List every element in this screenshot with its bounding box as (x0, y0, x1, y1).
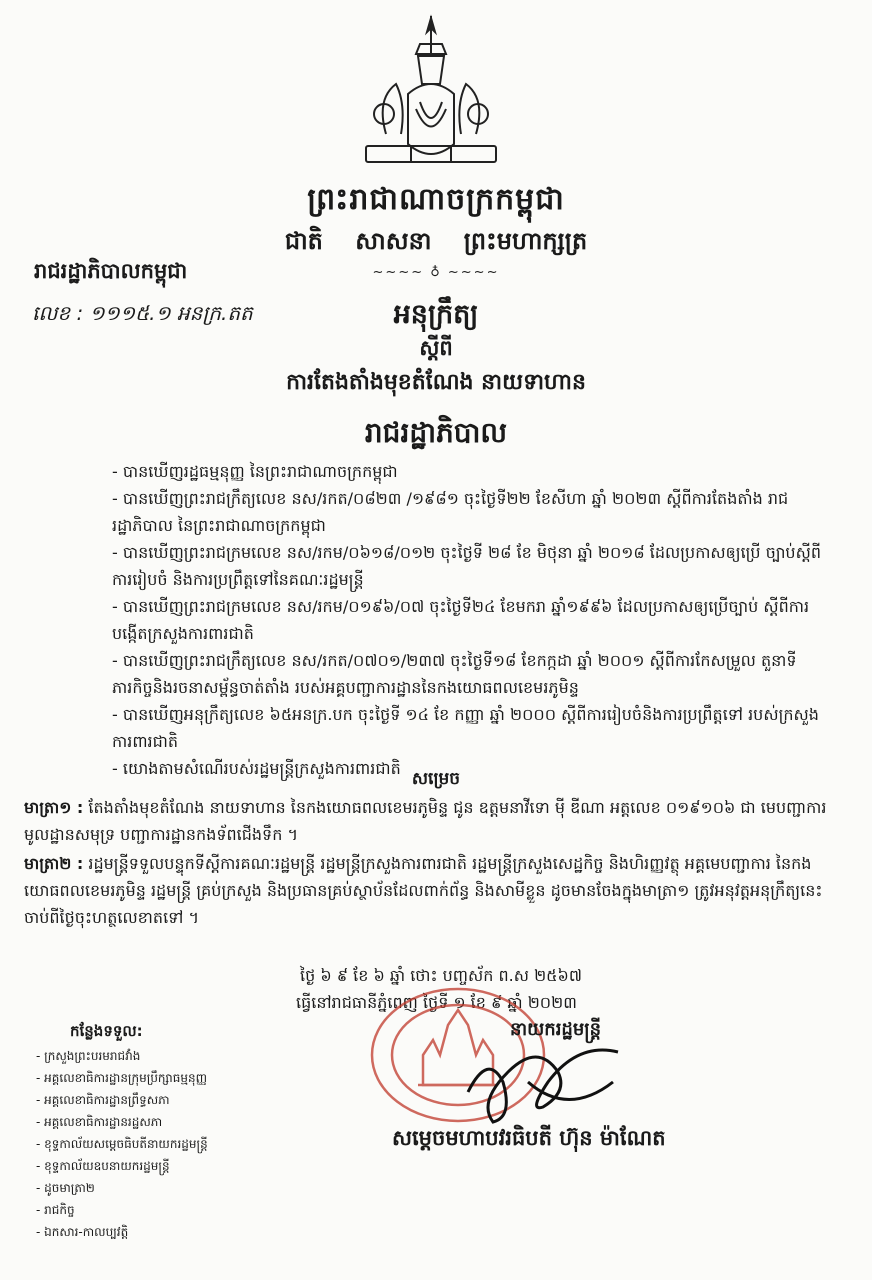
lunar-date: ថ្ងៃ ៦ ៩ ខែ ៦ ឆ្នាំ ថោះ បញ្ចស័ក ព.ស ២៥៦៧ (300, 966, 582, 985)
visa-item: - បានឃើញអនុក្រឹត្យលេខ ៦៥អនក្រ.បក ចុះថ្ងៃទី ១៤ ខែ កញ្ញា ឆ្នាំ ២០០០ ស្តីពីការរៀបចំនិងការប្រព្រឹត្តទៅ របស់ក្រសួងការពារជាតិ (112, 705, 819, 751)
issuer-name: រាជរដ្ឋាភិបាលកម្ពុជា (34, 259, 188, 283)
about-label: ស្តីពី (419, 336, 453, 360)
signature-icon (448, 1022, 638, 1132)
visa-item: - បានឃើញព្រះរាជក្រមលេខ នស/រកម/០៦១៨/០១២ ចុះថ្ងៃទី ២៨ ខែ មិថុនា ឆ្នាំ ២០១៨ ដែលប្រកាសឲ្យប្រើ ច្បាប់ស្តីពីការរៀបចំ និងការប្រព្រឹត្តទៅនៃគណៈរដ្ឋមន្ត្រី (112, 543, 821, 589)
decision-heading: សម្រេច (411, 769, 461, 789)
recipient-item: - ខុទ្ទកាល័យសម្តេចធិបតីនាយករដ្ឋមន្ត្រី (36, 1137, 208, 1151)
recipient-list (36, 1045, 208, 1243)
recipient-item: - ដូចមាត្រា២ (36, 1181, 95, 1195)
visa-list (112, 458, 828, 782)
article-text: រដ្ឋមន្ត្រីទទួលបន្ទុកទីស្តីការគណៈរដ្ឋមន្ត្រី រដ្ឋមន្ត្រីក្រសួងការពារជាតិ រដ្ឋមន្ត្រីក្រសួងសេដ្ឋកិច្ច និងហិរញ្ញវត្ថុ អគ្គមេបញ្ជាការ នៃកងយោធពលខេមរភូមិន្ទ រដ្ឋមន្ត្រី គ្រប់ក្រសួង និងប្រធានគ្រប់ស្ថាប័នដែលពាក់ព័ន្ធ និងសាមីខ្លួន ដូចមានចែងក្នុងមាត្រា១ ត្រូវអនុវត្តអនុក្រឹត្យនេះចាប់ពីថ្ងៃចុះហត្ថលេខាតទៅ ។ (24, 854, 823, 927)
recipient-item: - រាជកិច្ច (36, 1203, 75, 1217)
solar-date: ធ្វើនៅរាជធានីភ្នំពេញ ថ្ងៃទី ១ ខែ ៩ ឆ្នាំ ២០២៣ (296, 993, 577, 1012)
recipients-heading: កន្លែងទទួល: (70, 1022, 143, 1040)
article-2 (24, 850, 844, 931)
national-motto: ជាតិ សាសនា ព្រះមហាក្សត្រ (284, 227, 588, 255)
recipient-item: - អគ្គលេខាធិការដ្ឋានព្រឹទ្ធសភា (36, 1093, 170, 1107)
recipient-item: - អគ្គលេខាធិការដ្ឋានក្រុមប្រឹក្សាធម្មនុញ្ញ (36, 1071, 208, 1085)
article-1 (24, 794, 844, 848)
government-title: រាជរដ្ឋាភិបាល (364, 416, 508, 449)
visa-item: - យោងតាមសំណើរបស់រដ្ឋមន្ត្រីក្រសួងការពារជាតិ (112, 759, 401, 778)
visa-item: - បានឃើញព្រះរាជក្រមលេខ នស/រកម/០១៩៦/០៧ ចុះថ្ងៃទី២៤ ខែមករា ឆ្នាំ១៩៩៦ ដែលប្រកាសឲ្យប្រើច្បាប់ ស្តីពីការបង្កើតក្រសួងការពារជាតិ (112, 597, 810, 643)
document-type: អនុក្រឹត្យ (393, 299, 479, 330)
decree-subject: ការតែងតាំងមុខតំណែង នាយទាហាន (286, 370, 586, 395)
article-label: មាត្រា១ : (24, 798, 84, 817)
recipient-item: - ក្រសួងព្រះបរមរាជវាំង (36, 1049, 141, 1063)
royal-coat-of-arms-icon (356, 14, 506, 170)
signatory-name: សម្តេចមហាបវរធិបតី ហ៊ុន ម៉ាណែត (392, 1126, 666, 1150)
decree-number: លេខ : ១១១៥.១ អនក្រ.តត (32, 301, 253, 325)
recipient-item: - អគ្គលេខាធិការដ្ឋានរដ្ឋសភា (36, 1115, 163, 1129)
kingdom-heading: ព្រះរាជាណាចក្រកម្ពុជា (307, 182, 565, 217)
article-text: តែងតាំងមុខតំណែង នាយទាហាន នៃកងយោធពលខេមរភូមិន្ទ ជូន ឧត្តមនាវីទោ ម៉ី ឌីណា អត្តលេខ ០១៩១០៦ ជា មេបញ្ជាការ មូលដ្ឋានសមុទ្រ បញ្ជាការដ្ឋានកងទ័ពជើងទឹក ។ (24, 798, 827, 844)
recipient-item: - ឯកសារ-កាលប្បវត្តិ (36, 1225, 129, 1239)
recipient-item: - ខុទ្ទកាល័យឧបនាយករដ្ឋមន្ត្រី (36, 1159, 170, 1173)
signatory-title: នាយករដ្ឋមន្ត្រី (510, 1019, 602, 1040)
visa-item: - បានឃើញព្រះរាជក្រឹត្យលេខ នស/រកត/០៧០១/២៣៧ ចុះថ្ងៃទី១៨ ខែកក្កដា ឆ្នាំ ២០០១ ស្តីពីការកែសម្រួល តួនាទី ភារកិច្ចនិងរចនាសម្ព័ន្ធចាត់តាំង របស់អគ្គបញ្ជាការដ្ឋាននៃកងយោធពលខេមរភូមិន្ទ (112, 651, 797, 697)
ornament-divider: ~~~~ ♁ ~~~~ (372, 265, 500, 280)
visa-item: - បានឃើញព្រះរាជក្រឹត្យលេខ នស/រកត/០៨២៣ /១៩៨១ ចុះថ្ងៃទី២២ ខែសីហា ឆ្នាំ ២០២៣ ស្តីពីការតែងតាំង រាជរដ្ឋាភិបាល នៃព្រះរាជាណាចក្រកម្ពុជា (112, 489, 789, 535)
article-label: មាត្រា២ : (24, 854, 84, 873)
visa-item: - បានឃើញរដ្ឋធម្មនុញ្ញ នៃព្រះរាជាណាចក្រកម្ពុជា (112, 462, 398, 481)
